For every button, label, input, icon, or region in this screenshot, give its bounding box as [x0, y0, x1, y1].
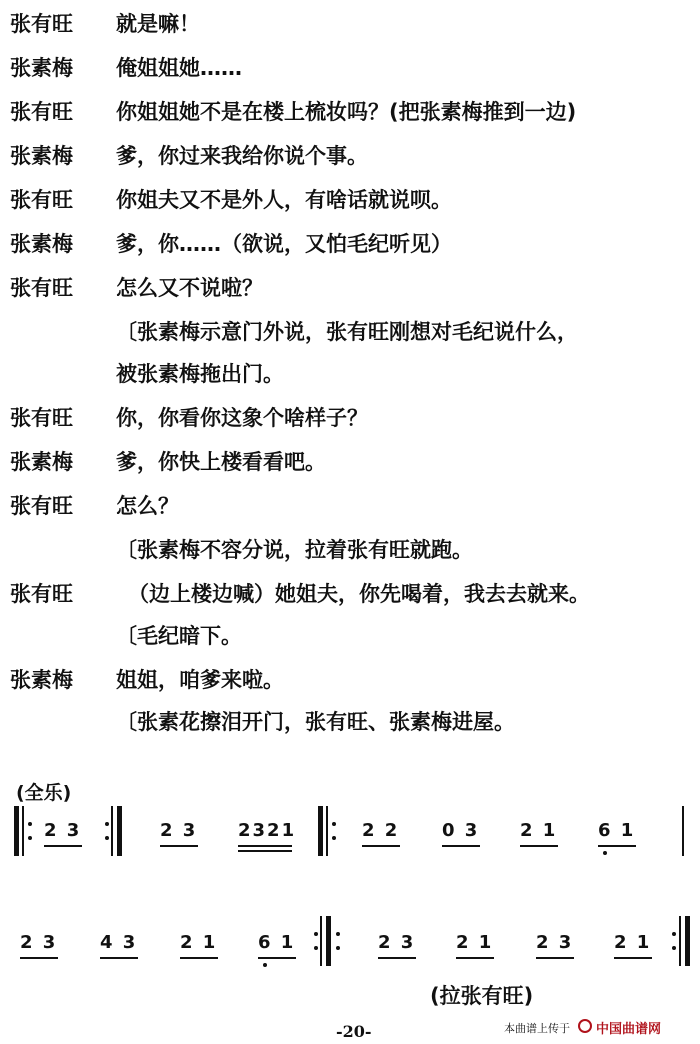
note-underline: [520, 845, 558, 847]
stage-direction: 〔毛纪暗下。: [116, 624, 242, 648]
note-group: 0 3: [442, 820, 480, 841]
dialogue-line: [0, 272, 700, 308]
speaker-name: 张素梅: [10, 668, 73, 692]
note-underline: [238, 850, 292, 852]
speaker-name: 张有旺: [10, 276, 73, 300]
dialogue-text: 怎么？: [116, 494, 179, 518]
note-group: 6 1: [598, 820, 636, 841]
dialogue-line: [0, 228, 700, 264]
repeat-start-barline: [14, 806, 19, 856]
dialogue-line: [0, 402, 700, 438]
note-group: 2 3: [160, 820, 198, 841]
stage-direction: 〔张素梅示意门外说，张有旺刚想对毛纪说什么，: [116, 320, 578, 344]
music-stage-note: (拉张有旺): [430, 984, 534, 1008]
note-group: 2 1: [180, 932, 218, 953]
note-underline: [258, 957, 296, 959]
repeat-dot: [105, 836, 109, 840]
note-group: 2 3: [378, 932, 416, 953]
repeat-dot: [332, 822, 336, 826]
speaker-name: 张素梅: [10, 56, 73, 80]
barline: [682, 806, 684, 856]
repeat-start-barline: [318, 806, 323, 856]
barline: [320, 916, 322, 966]
barline: [111, 806, 113, 856]
note-underline: [536, 957, 574, 959]
dialogue-text: （边上楼边喊）她姐夫，你先喝着，我去去就来。: [128, 582, 590, 606]
note-group: 6 1: [258, 932, 296, 953]
note-group: 2321: [238, 820, 297, 841]
note-underline: [456, 957, 494, 959]
dialogue-text: 爹，你……（欲说，又怕毛纪听见）: [116, 232, 452, 256]
dialogue-text: 怎么又不说啦？: [116, 276, 263, 300]
repeat-start-barline: [326, 916, 331, 966]
dialogue-line: [0, 140, 700, 176]
note-underline: [20, 957, 58, 959]
note-underline: [378, 957, 416, 959]
page-number: -20-: [336, 1022, 372, 1041]
dialogue-line: [0, 490, 700, 526]
low-octave-dot: [263, 963, 267, 967]
dialogue-line: [0, 96, 700, 132]
site-logo-icon: [578, 1019, 592, 1033]
note-underline: [180, 957, 218, 959]
barline: [22, 806, 24, 856]
speaker-name: 张素梅: [10, 450, 73, 474]
repeat-dot: [332, 836, 336, 840]
footer-upload-text: 本曲谱上传于: [504, 1022, 570, 1035]
note-underline: [614, 957, 652, 959]
dialogue-line: [0, 52, 700, 88]
repeat-dot: [336, 946, 340, 950]
speaker-name: 张素梅: [10, 232, 73, 256]
dialogue-line: [0, 446, 700, 482]
stage-direction: 〔张素花擦泪开门，张有旺、张素梅进屋。: [116, 710, 515, 734]
speaker-name: 张有旺: [10, 494, 73, 518]
repeat-dot: [28, 836, 32, 840]
dialogue-text: 姐姐，咱爹来啦。: [116, 668, 284, 692]
dialogue-text: 就是嘛！: [116, 12, 200, 36]
note-group: 2 3: [536, 932, 574, 953]
speaker-name: 张有旺: [10, 12, 73, 36]
dialogue-line: [0, 8, 700, 44]
note-underline: [100, 957, 138, 959]
note-group: 2 3: [20, 932, 58, 953]
dialogue-text: 你姐夫又不是外人，有啥话就说呗。: [116, 188, 452, 212]
dialogue-text: 爹，你快上楼看看吧。: [116, 450, 326, 474]
note-group: 2 3: [44, 820, 82, 841]
repeat-end-barline: [685, 916, 690, 966]
dialogue-text: 你姐姐她不是在楼上梳妆吗？(把张素梅推到一边): [116, 100, 577, 124]
note-underline: [160, 845, 198, 847]
site-logo-text: 中国曲谱网: [596, 1022, 662, 1037]
repeat-dot: [28, 822, 32, 826]
repeat-dot: [105, 822, 109, 826]
stage-direction: 被张素梅拖出门。: [116, 362, 284, 386]
dialogue-text: 爹，你过来我给你说个事。: [116, 144, 368, 168]
repeat-dot: [314, 946, 318, 950]
dialogue-line: [0, 578, 700, 614]
speaker-name: 张素梅: [10, 144, 73, 168]
dialogue-line: [0, 184, 700, 220]
note-underline: [44, 845, 82, 847]
dialogue-line: [0, 664, 700, 700]
barline: [326, 806, 328, 856]
note-group: 2 1: [456, 932, 494, 953]
stage-direction: 〔张素梅不容分说，拉着张有旺就跑。: [116, 538, 473, 562]
speaker-name: 张有旺: [10, 406, 73, 430]
note-underline: [362, 845, 400, 847]
note-group: 2 2: [362, 820, 400, 841]
music-label: (全乐): [16, 782, 72, 804]
dialogue-text: 你，你看你这象个啥样子？: [116, 406, 368, 430]
repeat-dot: [336, 932, 340, 936]
barline: [679, 916, 681, 966]
note-underline: [442, 845, 480, 847]
dialogue-text: 俺姐姐她……: [116, 56, 242, 80]
note-underline: [238, 845, 292, 847]
note-underline: [598, 845, 636, 847]
note-group: 4 3: [100, 932, 138, 953]
note-group: 2 1: [614, 932, 652, 953]
low-octave-dot: [603, 851, 607, 855]
repeat-dot: [314, 932, 318, 936]
speaker-name: 张有旺: [10, 100, 73, 124]
repeat-end-barline: [117, 806, 122, 856]
speaker-name: 张有旺: [10, 188, 73, 212]
repeat-dot: [672, 932, 676, 936]
repeat-dot: [672, 946, 676, 950]
note-group: 2 1: [520, 820, 558, 841]
speaker-name: 张有旺: [10, 582, 73, 606]
